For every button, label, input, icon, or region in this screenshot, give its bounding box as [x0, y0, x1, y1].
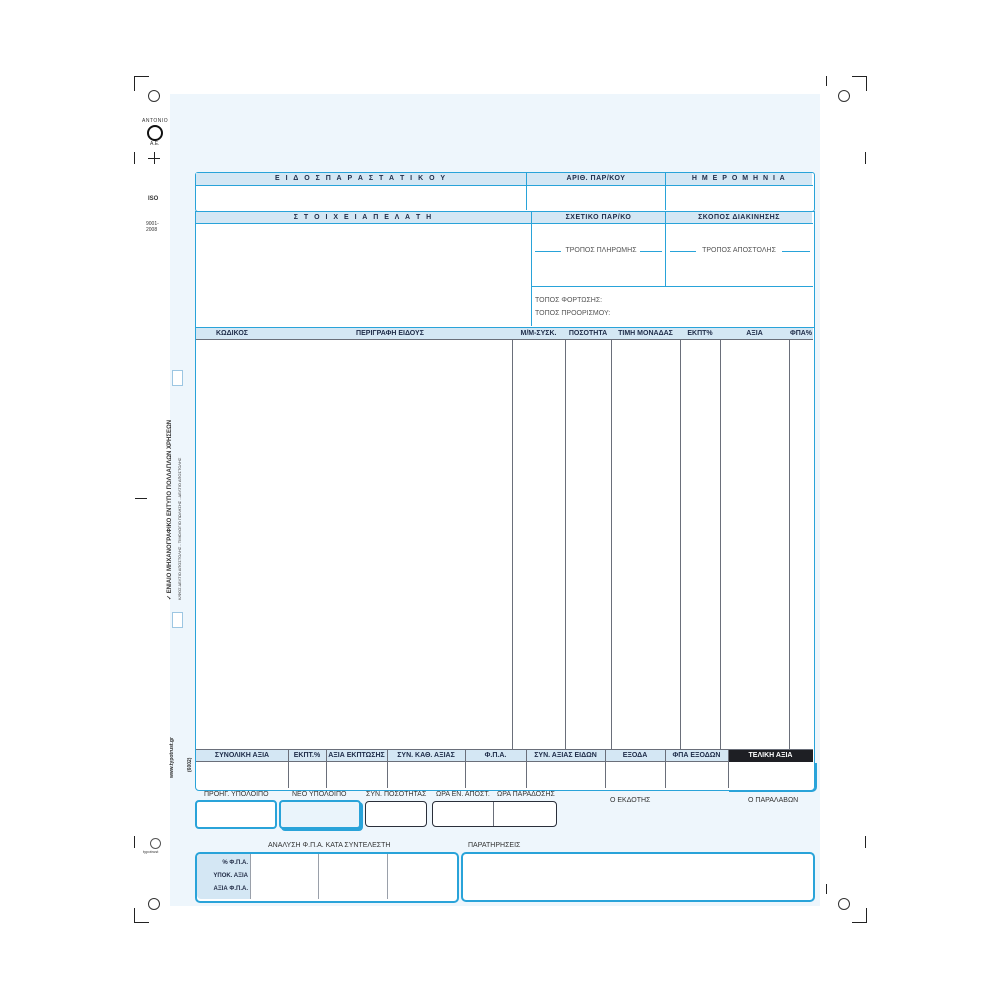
vat-amount-row-label: ΑΞΙΑ Φ.Π.Α.: [213, 886, 248, 892]
net-value-header: ΣΥΝ. ΚΑΘ. ΑΞΙΑΣ: [387, 750, 465, 761]
dispatch-delivery-divider: [493, 802, 494, 826]
items-col-line-5: [720, 339, 721, 749]
punch-hole-top-left: [148, 90, 160, 102]
shipping-method-label: ΤΡΟΠΟΣ ΑΠΟΣΤΟΛΗΣ: [702, 247, 776, 254]
col-description-header: ΠΕΡΙΓΡΑΦΗ ΕΙΔΟΥΣ: [268, 328, 512, 339]
side-web-text: www.typotrust.gr: [169, 737, 175, 778]
doc-number-header: ΑΡΙΘ. ΠΑΡ/ΚΟΥ: [527, 173, 665, 185]
side-code-text: (6002): [187, 757, 193, 772]
shipping-dash-right: [782, 251, 810, 252]
punch-hole-top-right: [838, 90, 850, 102]
header-col-line-2: [665, 173, 666, 210]
related-doc-header: ΣΧΕΤΙΚΟ ΠΑΡ/ΚΟ: [532, 212, 665, 223]
doc-number-field[interactable]: [528, 187, 664, 209]
iso-number: 9001- 2008: [146, 221, 159, 233]
new-balance-label: ΝΕΟ ΥΠΟΛΟΙΠΟ: [292, 791, 347, 798]
totals-col-line-2: [326, 750, 327, 788]
total-quantity-field[interactable]: [365, 801, 427, 827]
crop-mark-bottom-right: [852, 908, 867, 923]
items-col-line-2: [565, 339, 566, 749]
col-value-header: ΑΞΙΑ: [720, 328, 789, 339]
totals-divider-bottom: [196, 761, 728, 762]
vat-col-3-field[interactable]: [388, 855, 454, 898]
logo-subtext: A.E.: [150, 141, 160, 147]
date-header: Η Μ Ε Ρ Ο Μ Η Ν Ι Α: [666, 173, 812, 185]
registration-mark-lower-left: [134, 836, 135, 848]
customer-header: Σ Τ Ο Ι Χ Ε Ι Α Π Ε Λ Α Τ Η: [196, 212, 531, 223]
items-value-header: ΣΥΝ. ΑΞΙΑΣ ΕΙΔΩΝ: [526, 750, 605, 761]
registration-mark-left: [134, 152, 135, 164]
vat-header: Φ.Π.Α.: [465, 750, 526, 761]
col-discount-header: ΕΚΠΤ%: [680, 328, 720, 339]
items-col-line-1: [512, 339, 513, 749]
destination-label: ΤΟΠΟΣ ΠΡΟΟΡΙΣΜΟΥ:: [535, 310, 611, 317]
payment-dash-left: [535, 251, 561, 252]
side-subtitle-text: Κ/ΦΟΣ ΔΕΛΤΙΟ ΑΠΟΣΤΟΛΗΣ - ΤΙΜΟΛΟΓΙΟ ΠΩΛΗΣΗΣ - ΔΕΛΤΙΟ ΑΠΟΣΤΟΛΗΣ: [177, 457, 182, 600]
final-value-field[interactable]: [729, 763, 817, 792]
expenses-header: ΕΞΟΔΑ: [605, 750, 665, 761]
customer-col-line-2: [665, 212, 666, 286]
col-unit-price-header: ΤΙΜΗ ΜΟΝΑΔΑΣ: [611, 328, 680, 339]
totals-col-line-3: [387, 750, 388, 788]
vat-analysis-title: ΑΝΑΛΥΣΗ Φ.Π.Α. ΚΑΤΑ ΣΥΝΤΕΛΕΣΤΗ: [268, 842, 391, 849]
customer-header-divider: [196, 223, 813, 224]
footer-logo-text: typotrust: [143, 849, 159, 854]
registration-mark-right-side: [826, 76, 827, 86]
registration-mark-right: [865, 152, 866, 164]
col-quantity-header: ΠΟΣΟΤΗΤΑ: [565, 328, 611, 339]
issuer-label: Ο ΕΚΔΟΤΗΣ: [610, 797, 651, 804]
customer-sub-divider: [531, 286, 813, 287]
shipping-purpose-header: ΣΚΟΠΟΣ ΔΙΑΚΙΝΗΣΗΣ: [666, 212, 812, 223]
total-value-header: ΣΥΝΟΛΙΚΗ ΑΞΙΑ: [196, 750, 288, 761]
punch-hole-bottom-right: [838, 898, 850, 910]
iso-label: ISO: [148, 196, 159, 202]
previous-balance-field[interactable]: [195, 800, 277, 829]
company-logo: [142, 118, 168, 154]
header-col-line-1: [526, 173, 527, 210]
final-value-header: ΤΕΛΙΚΗ ΑΞΙΑ: [728, 750, 813, 762]
previous-balance-label: ΠΡΟΗΓ. ΥΠΟΛΟΙΠΟ: [204, 791, 269, 798]
customer-col-line-1: [531, 212, 532, 326]
payment-method-label: ΤΡΟΠΟΣ ΠΛΗΡΩΜΗΣ: [565, 247, 637, 254]
col-unit-header: Μ/Μ-ΣΥΣΚ.: [512, 328, 565, 339]
crop-mark-top-right: [852, 76, 867, 91]
header-divider: [196, 185, 813, 186]
side-box-top: [172, 370, 183, 386]
col-code-header: ΚΩΔΙΚΟΣ: [196, 328, 268, 339]
registration-mark-right-side-2: [826, 884, 827, 894]
side-product-subtitle: [168, 360, 182, 600]
customer-details-field[interactable]: [197, 225, 530, 325]
new-balance-field[interactable]: [279, 800, 361, 829]
totals-col-line-7: [665, 750, 666, 788]
vat-col-1-field[interactable]: [251, 855, 317, 898]
registration-mark-lower-right: [865, 836, 866, 848]
expenses-vat-header: ΦΠΑ ΕΞΟΔΩΝ: [665, 750, 728, 761]
items-entry-area[interactable]: [197, 341, 511, 748]
vat-rate-row-label: % Φ.Π.Α.: [222, 860, 248, 866]
items-col-line-3: [611, 339, 612, 749]
totals-col-line-6: [605, 750, 606, 788]
date-field[interactable]: [667, 187, 812, 209]
logo-text: ANTONIO: [142, 118, 169, 124]
dispatch-time-label: ΩΡΑ ΕΝ. ΑΠΟΣΤ.: [436, 791, 490, 798]
side-box-bottom: [172, 612, 183, 628]
discount-value-header: ΑΞΙΑ ΕΚΠΤΩΣΗΣ: [326, 750, 387, 761]
receiver-label: Ο ΠΑΡΑΛΑΒΩΝ: [748, 797, 799, 804]
side-product-title: [158, 360, 173, 600]
col-vat-header: ΦΠΑ%: [789, 330, 813, 337]
registration-mark-mid-left: [135, 498, 147, 499]
notes-field[interactable]: [461, 852, 815, 902]
delivery-time-label: ΩΡΑ ΠΑΡΑΔΟΣΗΣ: [497, 791, 555, 798]
vat-col-2-field[interactable]: [319, 855, 386, 898]
dispatch-delivery-field[interactable]: [432, 801, 557, 827]
payment-dash-right: [640, 251, 662, 252]
totals-col-line-5: [526, 750, 527, 788]
totals-col-line-4: [465, 750, 466, 788]
punch-hole-bottom-left: [148, 898, 160, 910]
total-quantity-label: ΣΥΝ. ΠΟΣΟΤΗΤΑΣ: [366, 791, 427, 798]
side-title-text: ✓ ΕΝΙΑΙΟ ΜΗΧΑΝΟΓΡΑΦΙΚΟ ΕΝΤΥΠΟ ΠΟΛΛΑΠΛΩΝ ΧΡΗΣΕΩΝ: [167, 419, 173, 600]
items-col-line-6: [789, 339, 790, 749]
crop-mark-top-left: [134, 76, 149, 91]
notes-title: ΠΑΡΑΤΗΡΗΣΕΙΣ: [468, 842, 521, 849]
side-web: [160, 718, 193, 778]
loading-place-label: ΤΟΠΟΣ ΦΟΡΤΩΣΗΣ:: [535, 297, 603, 304]
crop-mark-bottom-left: [134, 908, 149, 923]
doc-type-field[interactable]: [197, 187, 525, 209]
footer-logo: [143, 838, 167, 858]
vat-base-row-label: ΥΠΟΚ. ΑΞΙΑ: [213, 873, 248, 879]
shipping-dash-left: [670, 251, 696, 252]
items-col-line-4: [680, 339, 681, 749]
total-discount-pct-header: ΕΚΠΤ.%: [288, 750, 326, 761]
totals-col-line-1: [288, 750, 289, 788]
doc-type-header: Ε Ι Δ Ο Σ Π Α Ρ Α Σ Τ Α Τ Ι Κ Ο Υ: [196, 173, 526, 185]
